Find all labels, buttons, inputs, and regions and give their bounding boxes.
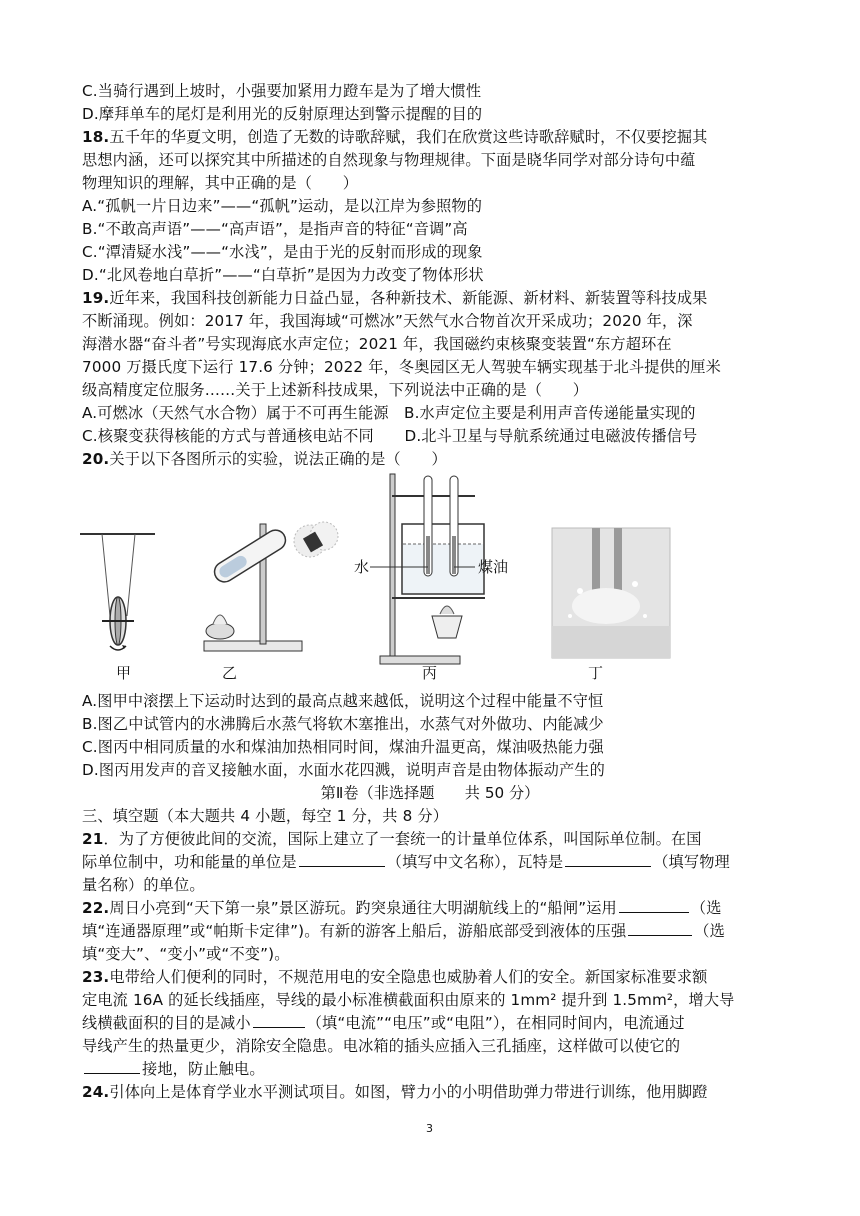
q17-option-d: D.摩拜单车的尾灯是利用光的反射原理达到警示提醒的目的 (82, 105, 483, 123)
q23-line4: 导线产生的热量更少，消除安全隐患。电冰箱的插头应插入三孔插座，这样做可以使它的 (82, 1037, 681, 1055)
q21-line2 (82, 851, 730, 873)
q21-line1 (82, 828, 702, 850)
figure-bing-heating-apparatus (370, 474, 485, 664)
q21-line3: 量名称）的单位。 (82, 876, 205, 894)
q18-number: 18. (82, 128, 110, 146)
q23-text-2: 线横截面积的目的是减小 (82, 1014, 251, 1032)
q23-number: 23. (82, 968, 110, 986)
experiment-illustrations (80, 466, 680, 682)
q20-figures (80, 466, 680, 682)
q21-blank-1[interactable] (299, 851, 385, 867)
q19-options-cd: C.核聚变获得核能的方式与普通核电站不同 D.北斗卫星与导航系统通过电磁波传播信号 (82, 427, 698, 445)
q23-blank-2[interactable] (84, 1058, 140, 1074)
q22-number: 22. (82, 899, 110, 917)
q22-blank-2[interactable] (628, 920, 692, 936)
q18-text-1: 五千年的华夏文明，创造了无数的诗歌辞赋，我们在欣赏这些诗歌辞赋时，不仅要挖掘其 (109, 128, 708, 146)
section-2-title: 第Ⅱ卷（非选择题 共 50 分） (320, 784, 540, 802)
q23-blank-1[interactable] (253, 1012, 305, 1028)
section-3-title: 三、填空题（本大题共 4 小题，每空 1 分，共 8 分） (82, 807, 449, 825)
q18-stem-line2: 思想内涵，还可以探究其中所描述的自然现象与物理规律。下面是晓华同学对部分诗句中蕴 (82, 151, 696, 169)
q20-option-d: D.图丙用发声的音叉接触水面，水面水花四溅，说明声音是由物体振动产生的 (82, 761, 605, 779)
q22-line2 (82, 920, 725, 942)
q21-text-3: （填写中文名称），瓦特是 (386, 853, 564, 871)
q21-text-2: 际单位制中，功和能量的单位是 (82, 853, 297, 871)
q19-stem-line2: 不断涌现。例如：2017 年，我国海域“可燃冰”天然气水合物首次开采成功；2020 年，深 (82, 312, 693, 330)
q23-text-3: （填“电流”“电压”或“电阻”），在相同时间内，电流通过 (306, 1014, 685, 1032)
q20-option-a: A.图甲中滚摆上下运动时达到的最高点越来越低，说明这个过程中能量不守恒 (82, 692, 604, 710)
q23-text-4: 接地，防止触电。 (142, 1060, 265, 1078)
q21-text-4: （填写物理 (653, 853, 730, 871)
q24-text-1: 引体向上是体育学业水平测试项目。如图，臂力小的小明借助弹力带进行训练，他用脚蹬 (109, 1083, 708, 1101)
q22-blank-1[interactable] (619, 897, 689, 913)
q24-line1 (82, 1081, 708, 1103)
q22-text-4: （选 (694, 922, 725, 940)
label-kerosene: 煤油 (478, 558, 509, 576)
q19-options-ab: A.可燃冰（天然气水合物）属于不可再生能源 B.水声定位主要是利用声音传递能量实现的 (82, 404, 696, 422)
q23-text-1: 电带给人们便利的同时，不规范用电的安全隐患也威胁着人们的安全。新国家标准要求额 (109, 968, 708, 986)
q20-option-c: C.图丙中相同质量的水和煤油加热相同时间，煤油升温更高，煤油吸热能力强 (82, 738, 604, 756)
q19-number: 19. (82, 289, 110, 307)
caption-bing: 丙 (422, 664, 438, 682)
q18-option-d: D.“北风卷地白草折”——“白草折”是因为力改变了物体形状 (82, 266, 484, 284)
q18-option-c: C.“潭清疑水浅”——“水浅”，是由于光的反射而形成的现象 (82, 243, 483, 261)
figure-jia-rolling-pendulum (80, 534, 155, 650)
q18-stem-line3: 物理知识的理解，其中正确的是（ ） (82, 174, 359, 192)
q19-stem-line1 (82, 287, 708, 309)
figure-ding-tuning-fork-photo (552, 528, 670, 658)
q20-option-b: B.图乙中试管内的水沸腾后水蒸气将软木塞推出，水蒸气对外做功、内能减少 (82, 715, 604, 733)
q22-line3: 填“变大”、“变小”或“不变”)。 (82, 945, 290, 963)
q20-text: 关于以下各图所示的实验，说法正确的是（ ） (109, 450, 447, 468)
q23-line2: 定电流 16A 的延长线插座，导线的最小标准横截面积由原来的 1mm² 提升到 1.5mm²，增大导 (82, 991, 735, 1009)
caption-jia: 甲 (116, 664, 132, 682)
q21-number: 21 (82, 830, 104, 848)
q22-text-1: 周日小亮到“天下第一泉”景区游玩。趵突泉通往大明湖航线上的“船闸”运用 (109, 899, 617, 917)
q23-line5 (82, 1058, 265, 1080)
q18-option-b: B.“不敢高声语”——“高声语”，是指声音的特征“音调”高 (82, 220, 468, 238)
q21-text-1: ．为了方便彼此间的交流，国际上建立了一套统一的计量单位体系，叫国际单位制。在国 (103, 830, 702, 848)
q17-option-c: C.当骑行遇到上坡时，小强要加紧用力蹬车是为了增大惯性 (82, 82, 482, 100)
q19-stem-line5: 级高精度定位服务……关于上述新科技成果，下列说法中正确的是（ ） (82, 381, 589, 399)
page-number: 3 (426, 1122, 433, 1135)
q18-option-a: A.“孤帆一片日边来”——“孤帆”运动，是以江岸为参照物的 (82, 197, 483, 215)
q19-stem-line3: 海潜水器“奋斗者”号实现海底水声定位；2021 年，我国磁约束核聚变装置“东方超环在 (82, 335, 672, 353)
q18-stem-line1 (82, 126, 708, 148)
label-water: 水 (354, 558, 370, 576)
q22-text-2: （选 (690, 899, 722, 917)
q23-line1 (82, 966, 708, 988)
caption-ding: 丁 (588, 664, 604, 682)
q23-line3 (82, 1012, 685, 1034)
q24-number: 24. (82, 1083, 110, 1101)
q20-number: 20. (82, 450, 110, 468)
q21-blank-2[interactable] (565, 851, 651, 867)
figure-yi-steam-tube (204, 522, 338, 651)
q22-line1 (82, 897, 722, 919)
q22-text-3: 填“连通器原理”或“帕斯卡定律”)。有新的游客上船后，游船底部受到液体的压强 (82, 922, 627, 940)
q19-stem-line4: 7000 万摄氏度下运行 17.6 分钟；2022 年，冬奥园区无人驾驶车辆实现基于北斗提供的厘米 (82, 358, 721, 376)
q19-text-1: 近年来，我国科技创新能力日益凸显，各种新技术、新能源、新材料、新装置等科技成果 (109, 289, 708, 307)
caption-yi: 乙 (222, 664, 238, 682)
